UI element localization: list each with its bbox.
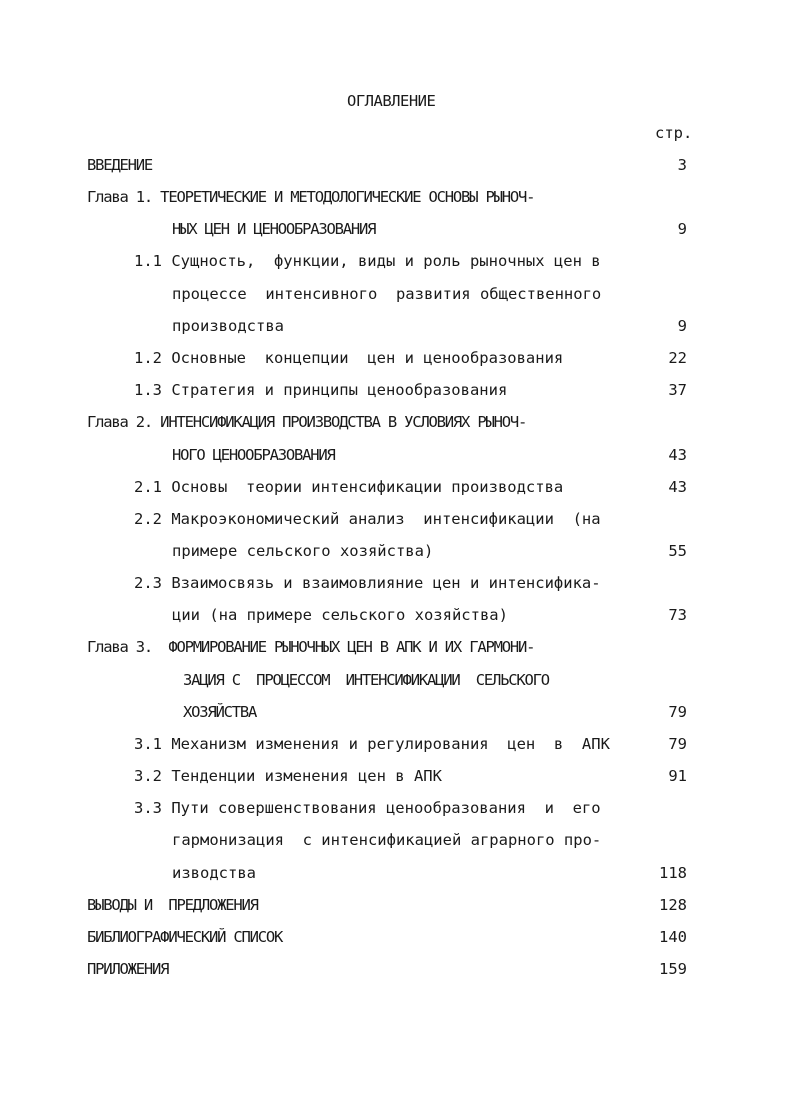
toc-section-3-2: 3.2 Тенденции изменения цен в АПК [134, 767, 442, 785]
toc-section-1-3: 1.3 Стратегия и принципы ценообразования [134, 381, 508, 399]
toc-chapter-3-title: Глава 3. ФОРМИРОВАНИЕ РЫНОЧНЫХ ЦЕН В АПК И ИХ ГАРМОНИ- [87, 638, 535, 656]
toc-section-2-2: 2.2 Макроэкономический анализ интенсификации (на [134, 510, 601, 528]
toc-entry-appendices: ПРИЛОЖЕНИЯ [87, 960, 169, 978]
toc-page-number: 118 [659, 864, 687, 882]
toc-chapter-1-title: Глава 1. ТЕОРЕТИЧЕСКИЕ И МЕТОДОЛОГИЧЕСКИЕ ОСНОВЫ РЫНОЧ- [87, 188, 535, 206]
toc-entry-bibliography: БИБЛИОГРАФИЧЕСКИЙ СПИСОК [87, 928, 283, 946]
toc-page-number: 43 [668, 478, 687, 496]
toc-page-number: 159 [659, 960, 687, 978]
toc-page-number: 43 [668, 446, 687, 464]
toc-section-3-3-cont: изводства [172, 864, 256, 882]
toc-page-number: 22 [668, 349, 687, 367]
toc-page-number: 79 [668, 735, 687, 753]
toc-page-number: 140 [659, 928, 687, 946]
toc-section-2-2-cont: примере сельского хозяйства) [172, 542, 434, 560]
toc-chapter-1-title-cont: НЫХ ЦЕН И ЦЕНООБРАЗОВАНИЯ [172, 220, 376, 238]
toc-section-3-3: 3.3 Пути совершенствования ценообразования и его [134, 799, 601, 817]
toc-entry-conclusions: ВЫВОДЫ И ПРЕДЛОЖЕНИЯ [87, 896, 258, 914]
toc-page-number: 91 [668, 767, 687, 785]
toc-section-2-1: 2.1 Основы теории интенсификации производства [134, 478, 564, 496]
toc-chapter-2-title-cont: НОГО ЦЕНООБРАЗОВАНИЯ [172, 446, 335, 464]
toc-section-2-3-cont: ции (на примере сельского хозяйства) [172, 606, 508, 624]
toc-title: ОГЛАВЛЕНИЕ [347, 92, 436, 110]
page-column-header: стр. [655, 124, 693, 142]
toc-page-number: 3 [677, 156, 687, 174]
toc-page-number: 9 [677, 317, 687, 335]
toc-chapter-3-title-cont: ЗАЦИЯ С ПРОЦЕССОМ ИНТЕНСИФИКАЦИИ СЕЛЬСКОГО [183, 671, 549, 689]
toc-page-number: 55 [668, 542, 687, 560]
toc-section-1-1-cont: производства [172, 317, 284, 335]
toc-section-2-3: 2.3 Взаимосвязь и взаимовлияние цен и интенсифика- [134, 574, 601, 592]
toc-page-number: 9 [677, 220, 687, 238]
toc-section-1-1: 1.1 Сущность, функции, виды и роль рыночных цен в [134, 252, 601, 270]
toc-chapter-2-title: Глава 2. ИНТЕНСИФИКАЦИЯ ПРОИЗВОДСТВА В УСЛОВИЯХ РЫНОЧ- [87, 413, 527, 431]
toc-section-3-3-cont: гармонизация с интенсификацией аграрного про- [172, 831, 602, 849]
toc-page-number: 73 [668, 606, 687, 624]
toc-section-1-1-cont: процессе интенсивного развития общественного [172, 285, 602, 303]
toc-page-number: 128 [659, 896, 687, 914]
toc-page-number: 79 [668, 703, 687, 721]
toc-section-1-2: 1.2 Основные концепции цен и ценообразования [134, 349, 564, 367]
toc-entry-introduction: ВВЕДЕНИЕ [87, 156, 153, 174]
toc-section-3-1: 3.1 Механизм изменения и регулирования цен в АПК [134, 735, 610, 753]
toc-page-number: 37 [668, 381, 687, 399]
toc-chapter-3-title-cont: ХОЗЯЙСТВА [183, 703, 257, 721]
